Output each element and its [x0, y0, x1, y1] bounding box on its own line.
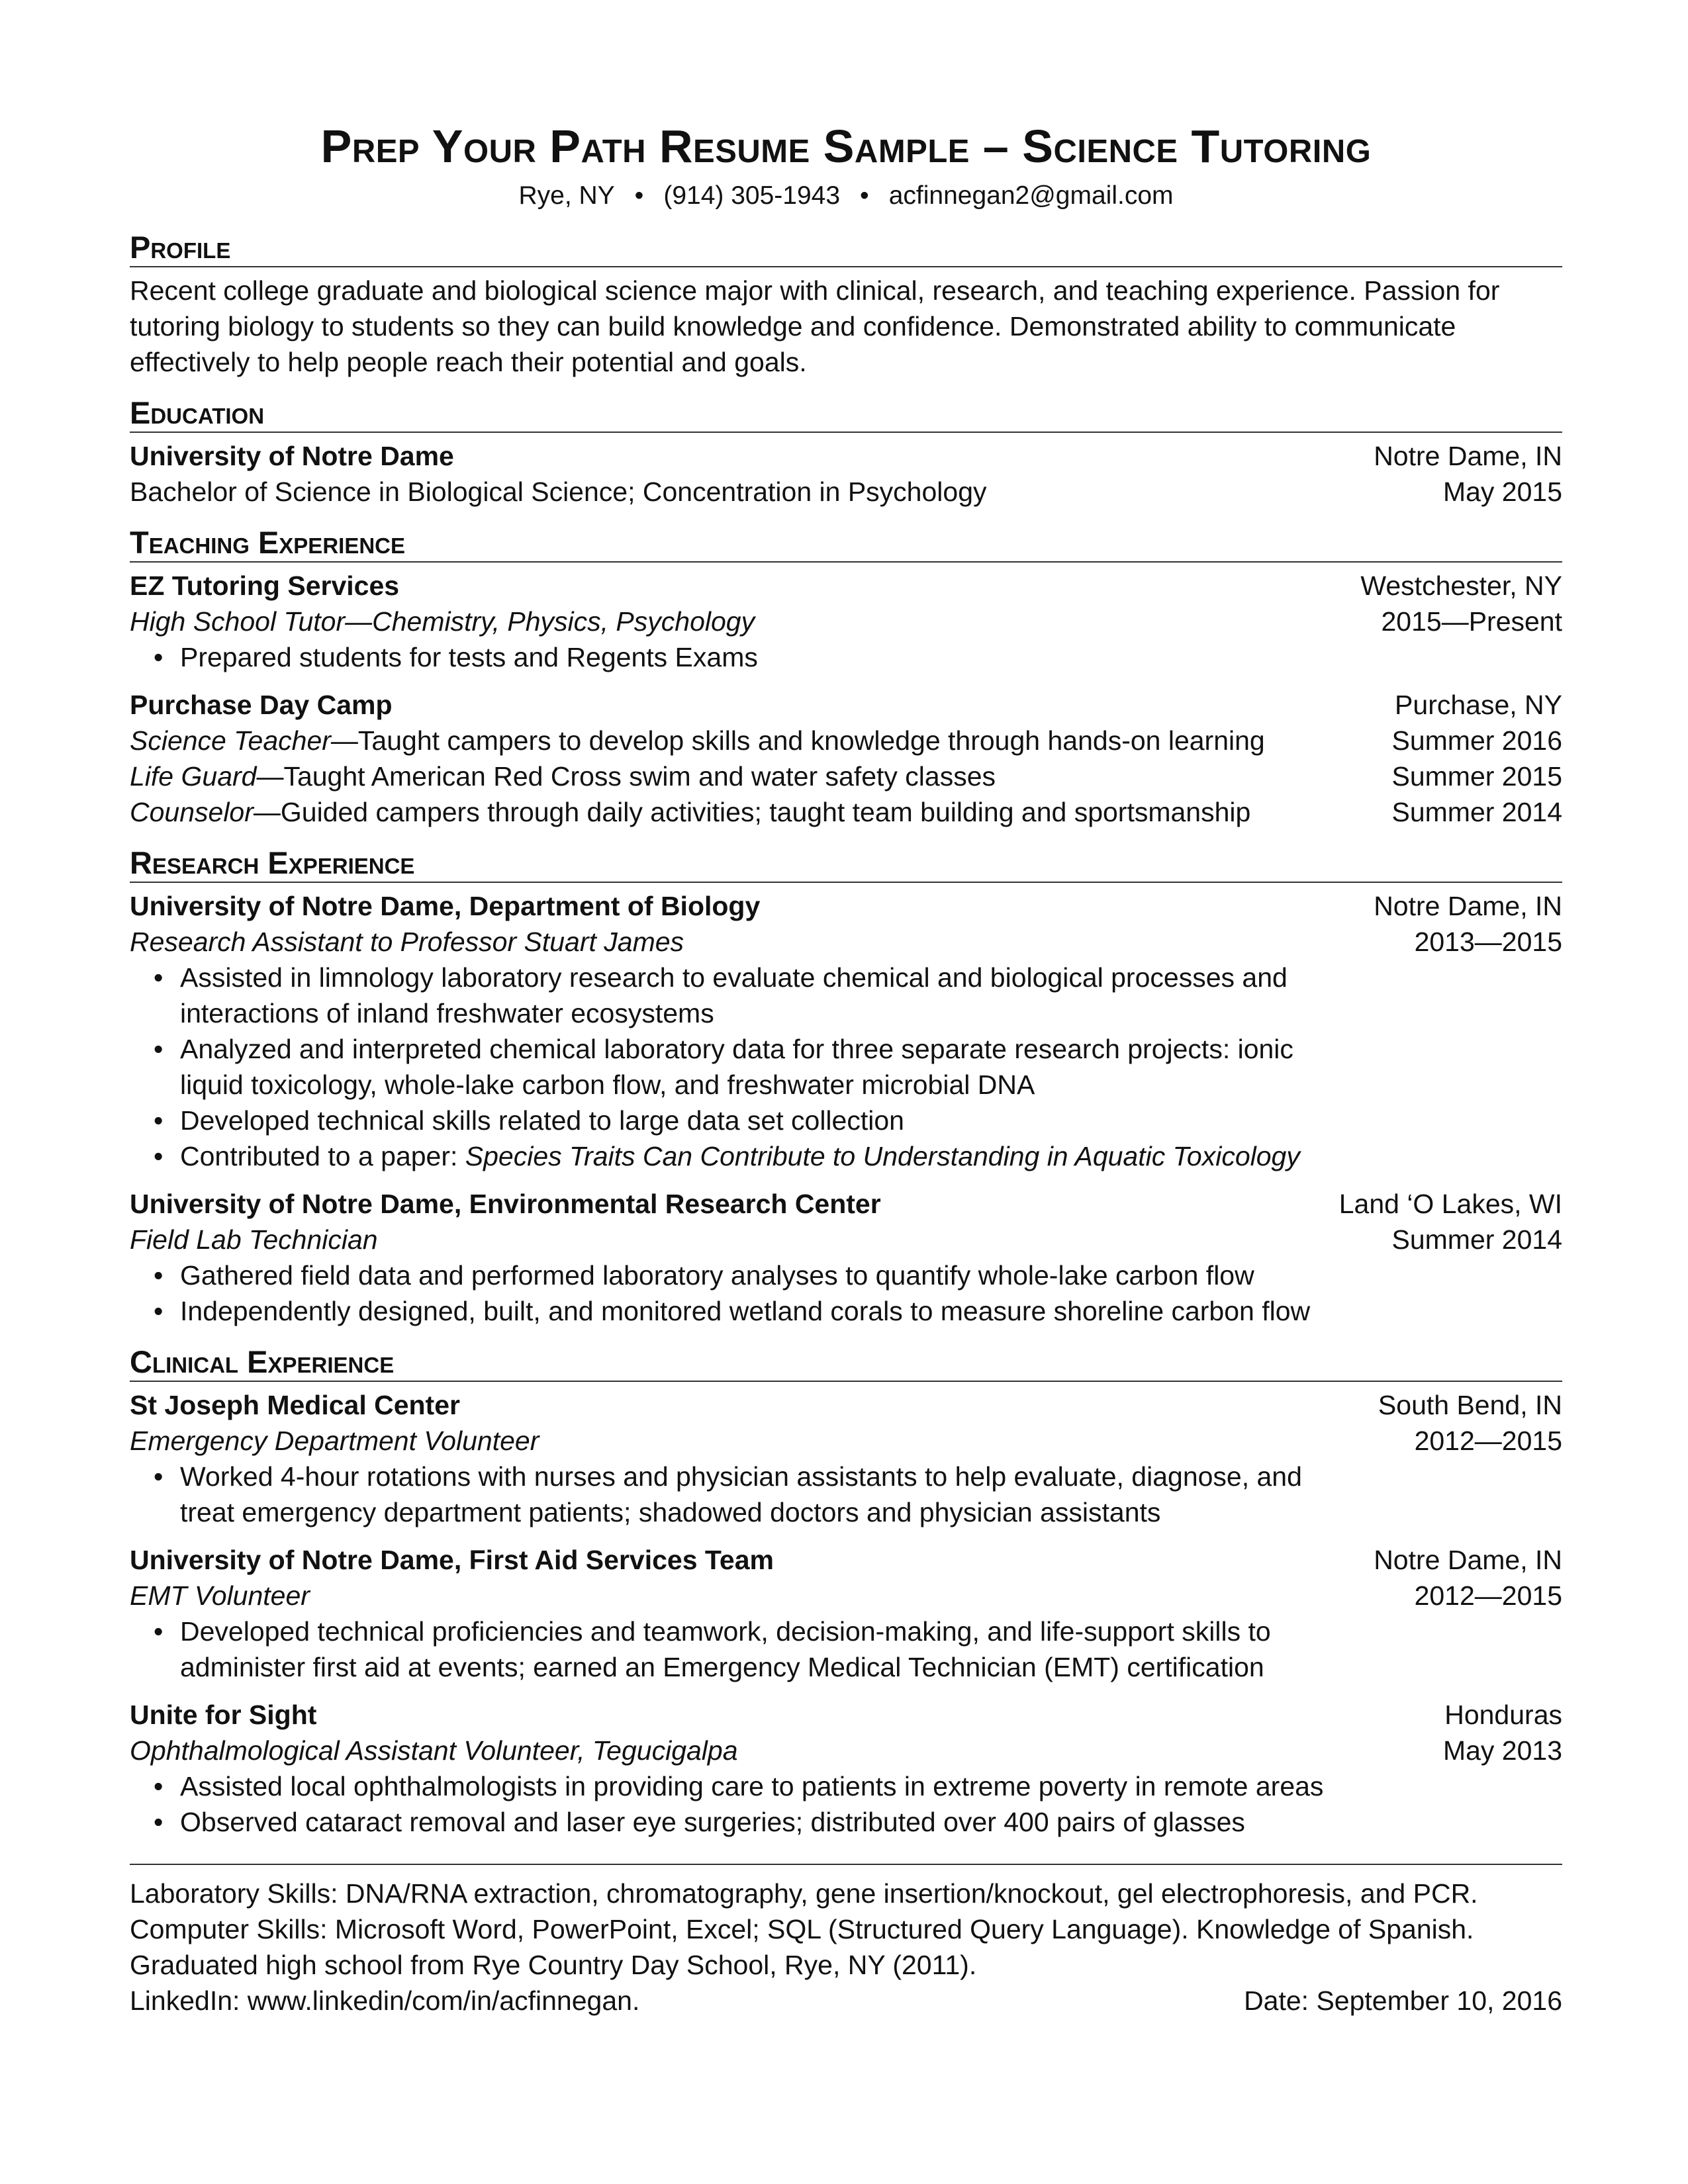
contact-phone: (914) 305-1943: [663, 181, 841, 210]
contact-line: [130, 177, 1562, 214]
bullet-item: • Assisted local ophthalmologists in providing care to patients in extreme poverty in remote areas: [130, 1768, 1562, 1804]
bullet-list: [130, 1459, 1361, 1530]
experience-entry: [130, 1542, 1562, 1685]
org-location: Notre Dame, IN: [1374, 1545, 1562, 1575]
contact-location: Rye, NY: [518, 181, 615, 210]
entry-date: Summer 2014: [1391, 1224, 1562, 1255]
experience-entry: [130, 687, 1562, 830]
role-description: —Guided campers through daily activities; taught team building and sportsmanship: [253, 797, 1251, 827]
role-title: Research Assistant to Professor Stuart James: [130, 927, 684, 957]
bullet-item: • Independently designed, built, and monitored wetland corals to measure shoreline carbon flow: [130, 1293, 1562, 1329]
org-name: Unite for Sight: [130, 1700, 317, 1730]
org-name: St Joseph Medical Center: [130, 1390, 460, 1420]
entry-date: 2012—2015: [1414, 1580, 1562, 1611]
role-title: Emergency Department Volunteer: [130, 1426, 539, 1456]
org-location: Honduras: [1444, 1700, 1562, 1730]
bullet-item: • Assisted in limnology laboratory research to evaluate chemical and biological processes and interactions of inland freshwater ecosystems: [130, 960, 1361, 1031]
entry-date: 2013—2015: [1414, 927, 1562, 957]
linkedin-url: LinkedIn: www.linkedin/com/in/acfinnegan.: [130, 1985, 640, 2016]
org-location: Westchester, NY: [1360, 570, 1562, 601]
bullet-item: • Observed cataract removal and laser eye surgeries; distributed over 400 pairs of glasses: [130, 1804, 1562, 1840]
entry-date: 2012—2015: [1414, 1426, 1562, 1456]
contact-separator: •: [860, 181, 869, 210]
experience-entry: [130, 568, 1562, 675]
role-title: Science Teacher: [130, 725, 331, 756]
role-title: Life Guard: [130, 761, 257, 792]
computer-skills: Computer Skills: Microsoft Word, PowerPoint, Excel; SQL (Structured Query Language). Knowledge of Spanish.: [130, 1914, 1474, 1944]
role-description: —Taught American Red Cross swim and water safety classes: [256, 761, 996, 792]
role-title: Field Lab Technician: [130, 1224, 378, 1255]
teaching-section: [130, 525, 1562, 830]
research-section: [130, 846, 1562, 1329]
degree: Bachelor of Science in Biological Science; Concentration in Psychology: [130, 477, 987, 507]
org-name: Purchase Day Camp: [130, 690, 393, 720]
paper-prefix: Contributed to a paper:: [180, 1141, 465, 1171]
contact-email: acfinnegan2@gmail.com: [888, 181, 1174, 210]
bullet-item: • Prepared students for tests and Regents Exams: [130, 639, 1562, 675]
document-date: Date: September 10, 2016: [1244, 1985, 1562, 2016]
section-heading: Research Experience: [130, 846, 1562, 883]
section-heading: Teaching Experience: [130, 525, 1562, 563]
resume-document: [130, 118, 1562, 2019]
education-section: [130, 396, 1562, 510]
bullet-list: [130, 960, 1361, 1174]
org-location: Notre Dame, IN: [1374, 441, 1562, 471]
profile-text: Recent college graduate and biological science major with clinical, research, and teaching experience. Passion for tutoring biology to students so they can build knowledge and confidence. Demonstrated ability to communicate effectively to help people reach their potential and goals.: [130, 275, 1500, 377]
entry-date: Summer 2014: [1391, 797, 1562, 827]
org-location: South Bend, IN: [1378, 1390, 1562, 1420]
bullet-item: • Worked 4-hour rotations with nurses and physician assistants to help evaluate, diagnose, and treat emergency department patients; shadowed doctors and physician assistants: [130, 1459, 1361, 1530]
experience-entry: [130, 888, 1562, 1174]
contact-separator: •: [634, 181, 644, 210]
org-name: University of Notre Dame, First Aid Services Team: [130, 1545, 774, 1575]
org-name: University of Notre Dame, Environmental Research Center: [130, 1189, 881, 1219]
clinical-section: [130, 1345, 1562, 1840]
entry-date: May 2015: [1442, 477, 1562, 507]
bullet-item: • Developed technical proficiencies and teamwork, decision-making, and life-support skills to administer first aid at events; earned an Emergency Medical Technician (EMT) certification: [130, 1614, 1361, 1685]
entry-date: 2015—Present: [1381, 606, 1562, 637]
bullet-list: [130, 1614, 1361, 1685]
bullet-list: [130, 1257, 1562, 1329]
section-heading: Profile: [130, 230, 1562, 267]
bullet-item: • Analyzed and interpreted chemical laboratory data for three separate research projects: ionic liquid toxicology, whole-lake carbon flow, and freshwater microbial DNA: [130, 1031, 1361, 1103]
section-heading: Clinical Experience: [130, 1345, 1562, 1382]
entry-date: Summer 2015: [1391, 761, 1562, 792]
education-entry: [130, 438, 1562, 510]
org-location: Purchase, NY: [1395, 690, 1562, 720]
bullet-list: [130, 1768, 1562, 1840]
role-title: Counselor: [130, 797, 254, 827]
experience-entry: [130, 1697, 1562, 1840]
footer-section: [130, 1864, 1562, 2019]
org-location: Notre Dame, IN: [1374, 891, 1562, 921]
bullet-item: [130, 1138, 1361, 1174]
page-title: Prep Your Path Resume Sample – Science Tutoring: [320, 120, 1372, 172]
experience-entry: [130, 1186, 1562, 1329]
lab-skills: Laboratory Skills: DNA/RNA extraction, chromatography, gene insertion/knockout, gel electrophoresis, and PCR.: [130, 1878, 1478, 1909]
paper-title: Species Traits Can Contribute to Understanding in Aquatic Toxicology: [465, 1141, 1300, 1171]
bullet-list: [130, 639, 1562, 675]
entry-date: May 2013: [1442, 1735, 1562, 1766]
role-title: Ophthalmological Assistant Volunteer, Tegucigalpa: [130, 1735, 738, 1766]
high-school: Graduated high school from Rye Country Day School, Rye, NY (2011).: [130, 1950, 977, 1980]
bullet-item: • Gathered field data and performed laboratory analyses to quantify whole-lake carbon flow: [130, 1257, 1562, 1293]
org-location: Land ‘O Lakes, WI: [1338, 1189, 1562, 1219]
role-description: —Taught campers to develop skills and knowledge through hands-on learning: [330, 725, 1265, 756]
org-name: EZ Tutoring Services: [130, 570, 400, 601]
org-name: University of Notre Dame, Department of Biology: [130, 891, 761, 921]
entry-date: Summer 2016: [1391, 725, 1562, 756]
org-name: University of Notre Dame: [130, 441, 454, 471]
bullet-item: • Developed technical skills related to large data set collection: [130, 1103, 1361, 1138]
section-heading: Education: [130, 396, 1562, 433]
role-title: EMT Volunteer: [130, 1580, 310, 1611]
experience-entry: [130, 1387, 1562, 1530]
role-title: High School Tutor—Chemistry, Physics, Psychology: [130, 606, 755, 637]
profile-section: [130, 230, 1562, 380]
